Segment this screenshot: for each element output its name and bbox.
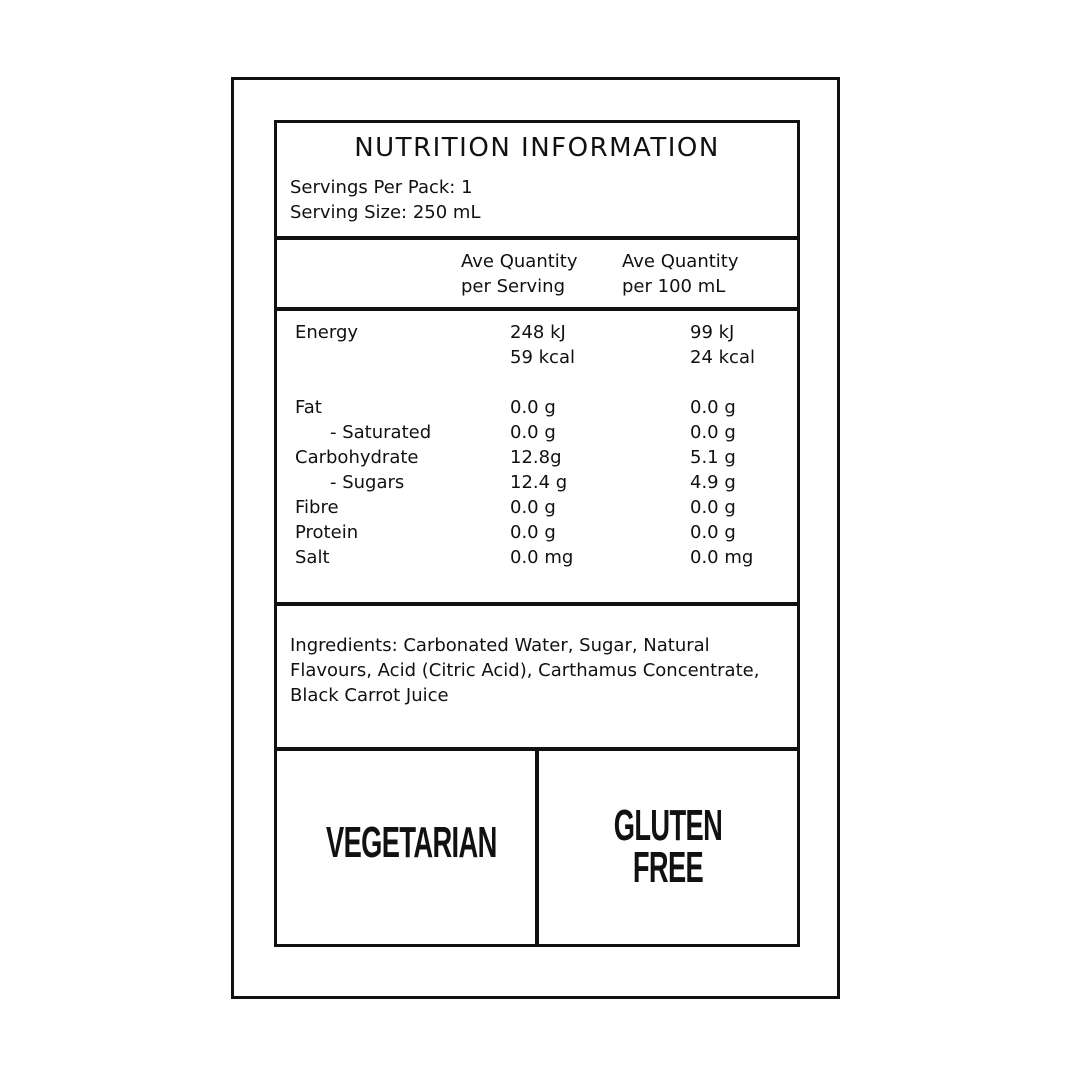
- value-per-100: 5.1 g: [690, 447, 736, 468]
- nutrition-panel: [274, 120, 800, 947]
- nutrient-label: Carbohydrate: [295, 447, 419, 468]
- value-per-serving: 0.0 g: [510, 397, 556, 418]
- value-per-serving: 0.0 g: [510, 497, 556, 518]
- nutrient-label: Energy: [295, 322, 359, 343]
- value-per-100: 24 kcal: [690, 347, 755, 368]
- value-per-100: 0.0 g: [690, 422, 736, 443]
- value-per-serving: 12.4 g: [510, 472, 568, 493]
- nutrient-label: - Saturated: [330, 422, 432, 443]
- value-per-100: 0.0 g: [690, 397, 736, 418]
- value-per-serving: 0.0 g: [510, 522, 556, 543]
- value-per-100: 0.0 g: [690, 497, 736, 518]
- value-per-100: 4.9 g: [690, 472, 736, 493]
- value-per-100: 99 kJ: [690, 322, 735, 343]
- badge-divider: [535, 749, 539, 944]
- badge-text: GLUTEN: [613, 801, 723, 850]
- value-per-100: 0.0 mg: [690, 547, 754, 568]
- value-per-100: 0.0 g: [690, 522, 736, 543]
- nutrient-label: Protein: [295, 522, 359, 543]
- serving-size: Serving Size: 250 mL: [290, 202, 481, 223]
- col-header-line: per Serving: [461, 276, 566, 297]
- divider: [274, 236, 797, 240]
- value-per-serving: 0.0 mg: [510, 547, 574, 568]
- value-per-serving: 59 kcal: [510, 347, 575, 368]
- value-per-serving: 0.0 g: [510, 422, 556, 443]
- col-header-line: per 100 mL: [622, 276, 726, 297]
- nutrient-label: Fibre: [295, 497, 339, 518]
- value-per-serving: 12.8g: [510, 447, 562, 468]
- panel-title: NUTRITION INFORMATION: [354, 133, 720, 163]
- gluten-free-badge: [588, 801, 748, 892]
- badge-text: FREE: [632, 843, 704, 892]
- col-header-per-serving: [461, 249, 578, 299]
- value-per-serving: 248 kJ: [510, 322, 566, 343]
- col-header-line: Ave Quantity: [622, 251, 739, 272]
- col-header-per-100: [622, 249, 739, 299]
- divider: [274, 307, 797, 311]
- badge-text: VEGETARIAN: [326, 818, 497, 867]
- nutrient-label: Fat: [295, 397, 322, 418]
- nutrient-label: - Sugars: [330, 472, 405, 493]
- col-header-line: Ave Quantity: [461, 251, 578, 272]
- servings-per-pack: Servings Per Pack: 1: [290, 177, 473, 198]
- nutrient-label: Salt: [295, 547, 330, 568]
- vegetarian-badge: [326, 818, 497, 867]
- divider: [274, 602, 797, 606]
- ingredients-text: Ingredients: Carbonated Water, Sugar, Natural Flavours, Acid (Citric Acid), Carthamus Concentrate, Black Carrot Juice: [290, 635, 760, 706]
